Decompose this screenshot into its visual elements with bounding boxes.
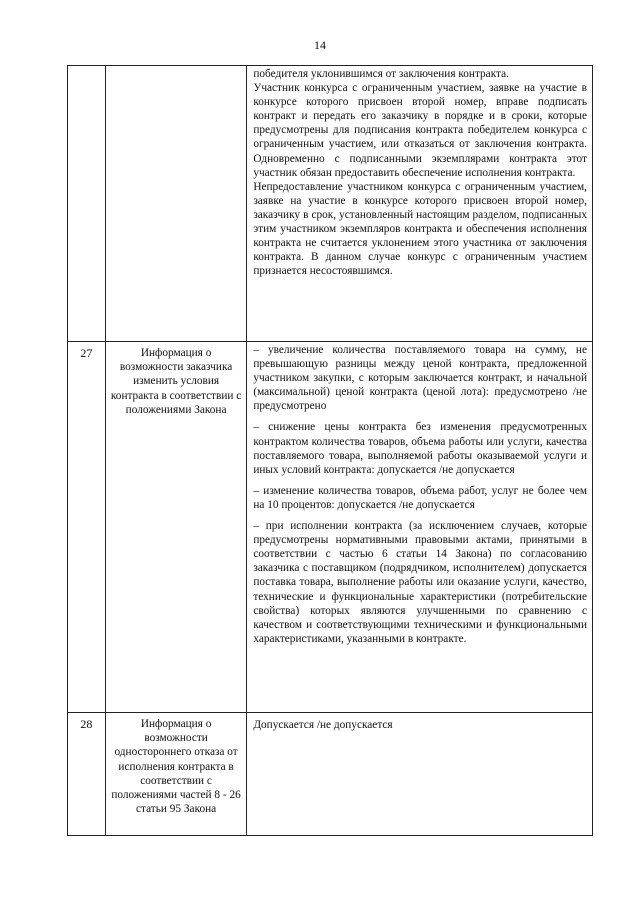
row-title: Информация о возможности заказчика изменить условия контракта в соответствии с положениями Закона [106, 342, 247, 712]
table-row [67, 341, 593, 712]
row-content [247, 66, 592, 341]
page-number: 14 [314, 38, 326, 52]
row-content [247, 342, 592, 712]
row-number: 28 [68, 713, 106, 835]
row-content [247, 713, 592, 835]
row-number [68, 66, 106, 341]
paragraph: победителя уклонившимся от заключения контракта. [253, 68, 509, 80]
paragraph: Допускается /не допускается [253, 719, 393, 731]
paragraph: – изменение количества товаров, объема работ, услуг не более чем на 10 процентов: допускается /не допускается [253, 484, 587, 511]
paragraph: – снижение цены контракта без изменения предусмотренных контрактом количества товаров, объема работы или услуги, качества поставляемого товара, выполняемой работы оказываемой услуги и иных условий контракта: допускается /не допускается [253, 421, 587, 476]
paragraph: – увеличение количества поставляемого товара на сумму, не превышающую разницы между ценой контракта, предложенной участником закупки, с которым заключается контракт, и начальной (максимальной) ценой контракта (ценой лота): предусмотрено /не предусмотрено [253, 344, 587, 413]
table-row [67, 712, 593, 836]
paragraph: – при исполнении контракта (за исключением случаев, которые предусмотрены нормативными правовыми актами, принятыми в соответствии с частью 6 статьи 14 Закона) по согласованию заказчика с поставщиком (подрядчиком, исполнителем) допускается поставка товара, выполнение работы или оказание услуги, качество, технические и функциональные характеристики (потребительские свойства) которых являются улучшенными по сравнению с качеством и соответствующими техническими и функциональными характеристиками, указанными в контракте. [253, 520, 587, 645]
table-row [67, 65, 593, 341]
row-title: Информация о возможности одностороннего отказа от исполнения контракта в соответствии с положениями частей 8 - 26 статьи 95 Закона [106, 713, 247, 835]
row-number: 27 [68, 342, 106, 712]
paragraph: Непредоставление участником конкурса с ограниченным участием, заявке на участие в конкурсе которого присвоен второй номер, заказчику в срок, установленный настоящим разделом, подписанных этим участником экземпляров контракта и обеспечения исполнения контракта не считается уклонением этого участника от заключения контракта. В данном случае конкурс с ограниченным участием признается несостоявшимся. [253, 180, 587, 278]
paragraph: Участник конкурса с ограниченным участием, заявке на участие в конкурсе которого присвоен второй номер, вправе подписать контракт и передать его заказчику в порядке и в сроки, которые предусмотрены для подписания контракта победителем конкурса с ограниченным участием, или отказаться от заключения контракта. Одновременно с подписанными экземплярами контракта этот участник обязан предоставить обеспечение исполнения контракта. [253, 82, 587, 179]
procurement-table [67, 65, 593, 836]
row-title [106, 66, 247, 341]
